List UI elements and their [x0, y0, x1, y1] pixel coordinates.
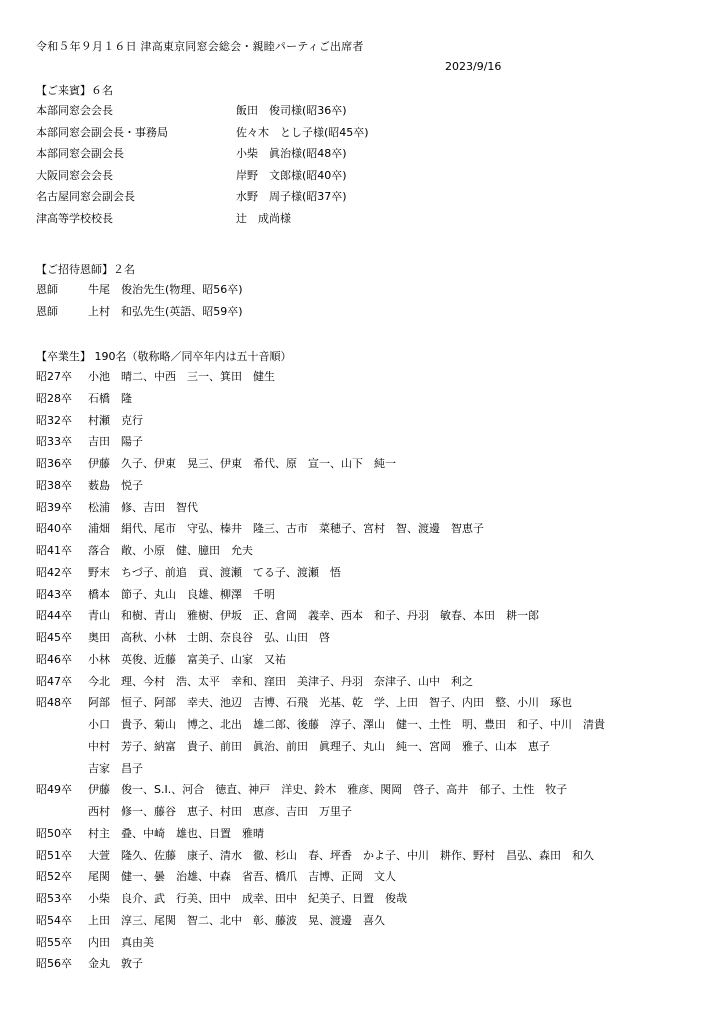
document-title: 令和５年９月１６日 津高東京同窓会総会・親睦パーティご出席者 [36, 40, 364, 53]
graduate-names: 小池 晴二、中西 三一、箕田 健生 [88, 370, 275, 383]
graduate-names: 尾関 健一、曇 治雄、中森 省吾、橋爪 吉博、正岡 文人 [88, 870, 396, 884]
graduate-names: 野末 ちづ子、前追 貢、渡瀬 てる子、渡瀬 悟 [88, 565, 341, 579]
graduation-year: 昭27卒 [36, 370, 72, 383]
guest-role: 本部同窓会副会長 [36, 147, 124, 161]
guest-role: 大阪同窓会会長 [36, 168, 113, 182]
teacher-label: 恩師 [36, 304, 58, 318]
graduate-names-continued: 中村 芳子、納富 貴子、前田 眞治、前田 眞理子、丸山 純一、宮岡 雅子、山本 恵子 [88, 739, 550, 753]
graduates-header: 【卒業生】 190名（敬称略／同卒年内は五十音順） [36, 350, 292, 363]
graduate-names: 上田 淳三、尾関 智二、北中 彰、藤波 晃、渡邊 喜久 [88, 913, 385, 927]
graduation-year: 昭54卒 [36, 913, 72, 927]
graduation-year: 昭53卒 [36, 892, 72, 905]
document-date: 2023/9/16 [445, 60, 502, 73]
graduate-names: 松浦 修、吉田 智代 [88, 500, 198, 514]
graduate-names: 薮島 悦子 [88, 478, 143, 492]
graduation-year: 昭41卒 [36, 544, 72, 557]
graduation-year: 昭55卒 [36, 935, 72, 949]
teachers-header: 【ご招待恩師】２名 [36, 263, 135, 276]
graduate-names: 村主 叠、中崎 雄也、日置 雅晴 [88, 826, 264, 840]
guest-name: 飯田 俊司様(昭36卒) [236, 104, 347, 117]
graduation-year: 昭28卒 [36, 391, 72, 405]
guest-role: 本部同窓会会長 [36, 104, 113, 117]
graduation-year: 昭45卒 [36, 631, 72, 644]
graduation-year: 昭52卒 [36, 870, 72, 884]
graduate-names: 伊藤 俊一、S.I.、河合 徳直、神戸 洋史、鈴木 雅彦、関岡 啓子、高井 郁子、土性 牧子 [88, 783, 568, 797]
graduation-year: 昭33卒 [36, 435, 72, 449]
graduate-names: 今北 理、今村 浩、太平 幸和、窪田 美津子、丹羽 奈津子、山中 利之 [88, 674, 473, 688]
graduation-year: 昭38卒 [36, 478, 72, 492]
graduate-names: 橋本 節子、丸山 良雄、柳澤 千明 [88, 587, 275, 601]
graduate-names: 小柴 良介、武 行美、田中 成幸、田中 紀美子、日置 俊哉 [88, 892, 407, 905]
graduate-names: 金丸 敦子 [88, 957, 143, 971]
graduate-names: 吉田 陽子 [88, 435, 143, 449]
graduation-year: 昭51卒 [36, 848, 72, 862]
teacher-name: 牛尾 俊治先生(物理、昭56卒) [88, 283, 243, 296]
guest-role: 名古屋同窓会副会長 [36, 190, 135, 204]
graduate-names: 小林 英俊、近藤 富美子、山家 又祐 [88, 652, 286, 666]
guest-name: 岸野 文郎様(昭40卒) [236, 168, 347, 182]
graduate-names: 大萱 隆久、佐藤 康子、清水 徹、杉山 春、坪香 かよ子、中川 耕作、野村 昌弘、森田 和久 [88, 848, 594, 862]
guest-name: 小柴 眞治様(昭48卒) [236, 147, 347, 161]
guest-name: 辻 成尚様 [236, 212, 291, 225]
graduation-year: 昭44卒 [36, 609, 72, 623]
graduation-year: 昭56卒 [36, 957, 72, 971]
graduation-year: 昭50卒 [36, 826, 72, 840]
graduation-year: 昭32卒 [36, 413, 72, 427]
graduate-names: 奥田 高秋、小林 士朗、奈良谷 弘、山田 啓 [88, 631, 330, 644]
graduation-year: 昭48卒 [36, 696, 72, 710]
graduation-year: 昭40卒 [36, 522, 72, 536]
guest-role: 津高等学校校長 [36, 212, 113, 225]
graduation-year: 昭42卒 [36, 565, 72, 579]
teacher-label: 恩師 [36, 283, 58, 296]
graduation-year: 昭47卒 [36, 674, 72, 688]
teacher-name: 上村 和弘先生(英語、昭59卒) [88, 304, 243, 318]
graduate-names: 落合 敞、小原 健、臆田 允夫 [88, 544, 253, 557]
graduate-names: 青山 和樹、青山 雅樹、伊坂 正、倉岡 義幸、西本 和子、丹羽 敏春、本田 耕一郎 [88, 609, 539, 623]
graduation-year: 昭43卒 [36, 587, 72, 601]
graduate-names: 阿部 恒子、阿部 幸夫、池辺 吉博、石飛 光基、乾 学、上田 智子、内田 整、小川 琢也 [88, 696, 572, 710]
graduation-year: 昭46卒 [36, 652, 72, 666]
graduate-names-continued: 吉家 昌子 [88, 761, 143, 775]
graduate-names-continued: 小口 貴予、菊山 博之、北出 雄二郎、後藤 淳子、澤山 健一、土性 明、豊田 和子、中川 清貴 [88, 718, 605, 731]
guests-header: 【ご来賓】６名 [36, 84, 113, 97]
guest-role: 本部同窓会副会長・事務局 [36, 125, 168, 139]
graduate-names-continued: 西村 修一、藤谷 恵子、村田 恵彦、吉田 万里子 [88, 805, 352, 818]
graduate-names: 村瀬 克行 [88, 413, 143, 427]
graduate-names: 浦畑 絹代、尾市 守弘、榛井 隆三、古市 菜穂子、宮村 智、渡邊 智恵子 [88, 522, 484, 536]
graduate-names: 石橋 隆 [88, 391, 132, 405]
graduation-year: 昭36卒 [36, 457, 72, 470]
graduation-year: 昭49卒 [36, 783, 72, 797]
guest-name: 佐々木 とし子様(昭45卒) [236, 125, 369, 139]
guest-name: 水野 周子様(昭37卒) [236, 190, 347, 204]
graduate-names: 伊藤 久子、伊東 晃三、伊東 希代、原 宣一、山下 純一 [88, 457, 396, 470]
graduate-names: 内田 真由美 [88, 935, 154, 949]
graduation-year: 昭39卒 [36, 500, 72, 514]
